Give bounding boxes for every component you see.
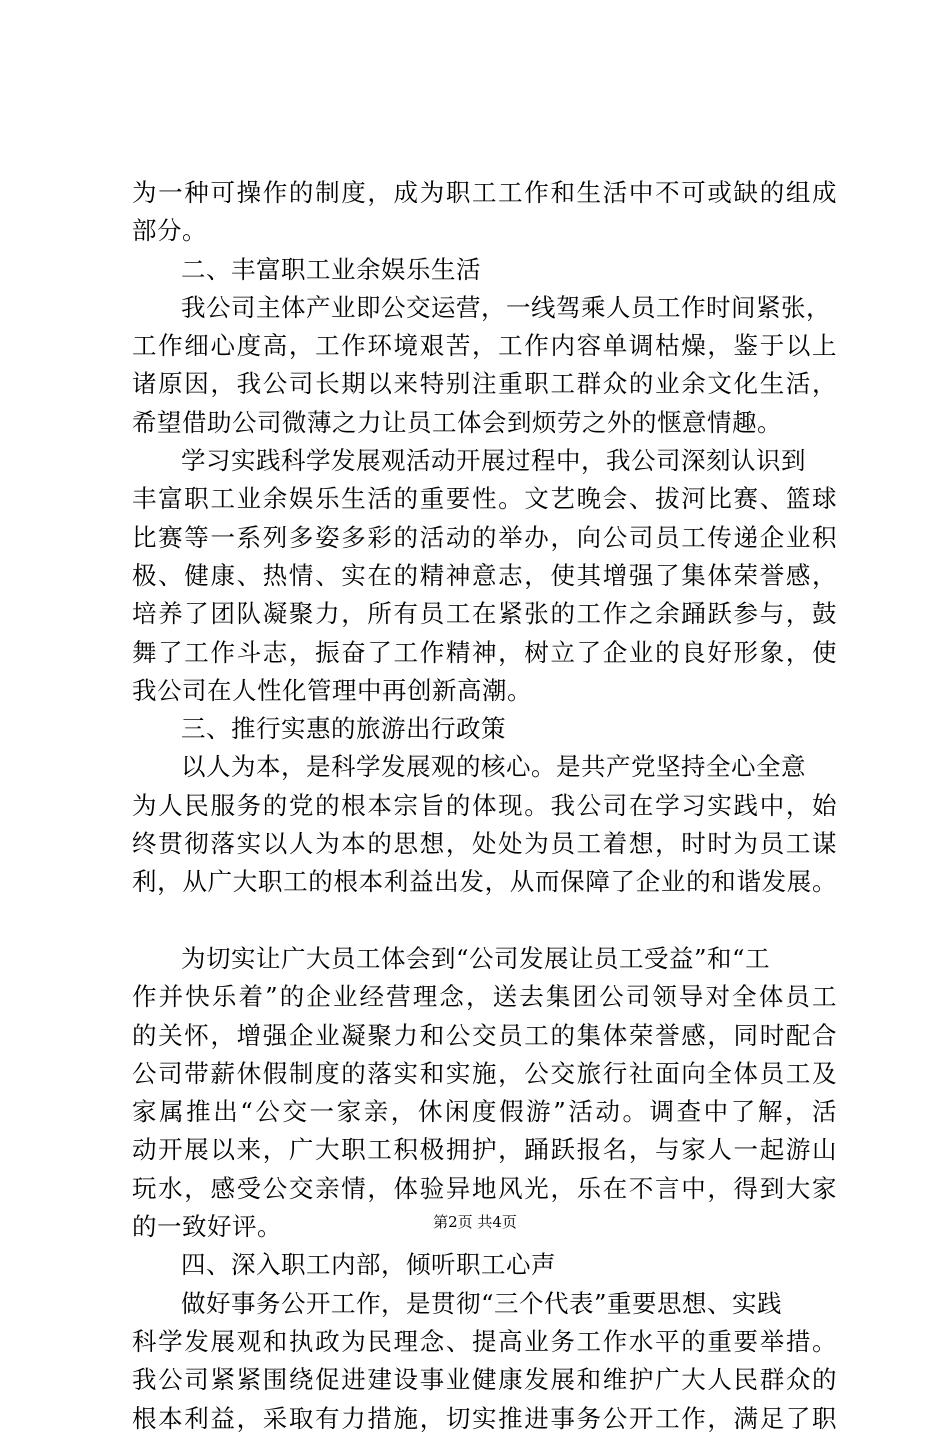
text-line: 希望借助公司微薄之力让员工体会到烦劳之外的惬意情趣。 <box>132 407 782 437</box>
text-line: 动开展以来，广大职工积极拥护，踊跃报名，与家人一起游山 <box>132 1135 837 1165</box>
text-line: 为切实让广大员工体会到“公司发展让员工受益”和“工 <box>181 943 771 973</box>
text-line: 舞了工作斗志，振奋了工作精神，树立了企业的良好形象，使 <box>132 637 837 667</box>
text-line: 我公司主体产业即公交运营，一线驾乘人员工作时间紧张， <box>181 292 831 322</box>
text-line: 我公司紧紧围绕促进建设事业健康发展和维护广大人民群众的 <box>132 1365 837 1395</box>
blank-line <box>132 902 837 940</box>
text-line: 四、深入职工内部，倾听职工心声 <box>181 1250 556 1280</box>
text-line: 利，从广大职工的根本利益出发，从而保障了企业的和谐发展。 <box>132 867 837 897</box>
text-line: 做好事务公开工作，是贯彻“三个代表”重要思想、实践 <box>181 1288 783 1318</box>
text-line: 根本利益，采取有力措施，切实推进事务公开工作，满足了职 <box>132 1403 837 1433</box>
text-line: 工作细心度高，工作环境艰苦，工作内容单调枯燥，鉴于以上 <box>132 331 837 361</box>
text-line: 以人为本，是科学发展观的核心。是共产党坚持全心全意 <box>181 752 806 782</box>
text-line: 三、推行实惠的旅游出行政策 <box>181 714 506 744</box>
text-line: 的关怀，增强企业凝聚力和公交员工的集体荣誉感，同时配合 <box>132 1020 837 1050</box>
text-line: 为一种可操作的制度，成为职工工作和生活中不可或缺的组成 <box>132 178 837 207</box>
document-body <box>132 174 837 1438</box>
text-line: 极、健康、热情、实在的精神意志，使其增强了集体荣誉感， <box>132 560 837 590</box>
text-line: 科学发展观和执政为民理念、提高业务工作水平的重要举措。 <box>132 1326 837 1356</box>
text-line: 终贯彻落实以人为本的思想，处处为员工着想，时时为员工谋 <box>132 829 837 859</box>
text-line: 为人民服务的党的根本宗旨的体现。我公司在学习实践中，始 <box>132 790 837 820</box>
text-line: 部分。 <box>132 216 207 246</box>
text-line: 培养了团队凝聚力，所有员工在紧张的工作之余踊跃参与，鼓 <box>132 599 837 629</box>
text-line: 比赛等一系列多姿多彩的活动的举办，向公司员工传递企业积 <box>132 522 837 552</box>
text-line: 学习实践科学发展观活动开展过程中，我公司深刻认识到 <box>181 446 806 476</box>
text-line: 诸原因，我公司长期以来特别注重职工群众的业余文化生活， <box>132 369 837 399</box>
text-line: 丰富职工业余娱乐生活的重要性。文艺晚会、拔河比赛、篮球 <box>132 484 837 514</box>
text-line: 玩水，感受公交亲情，体验异地风光，乐在不言中，得到大家 <box>132 1173 837 1203</box>
text-line: 公司带薪休假制度的落实和实施，公交旅行社面向全体员工及 <box>132 1058 837 1088</box>
text-line: 二、丰富职工业余娱乐生活 <box>181 254 481 284</box>
text-line: 我公司在人性化管理中再创新高潮。 <box>132 675 532 705</box>
text-line: 作并快乐着”的企业经营理念，送去集团公司领导对全体员工 <box>132 982 837 1012</box>
page-footer: 第2页 共4页 <box>433 1213 517 1231</box>
text-line: 家属推出“公交一家亲，休闲度假游”活动。调查中了解，活 <box>132 1097 837 1127</box>
text-line: 的一致好评。 <box>132 1212 282 1242</box>
